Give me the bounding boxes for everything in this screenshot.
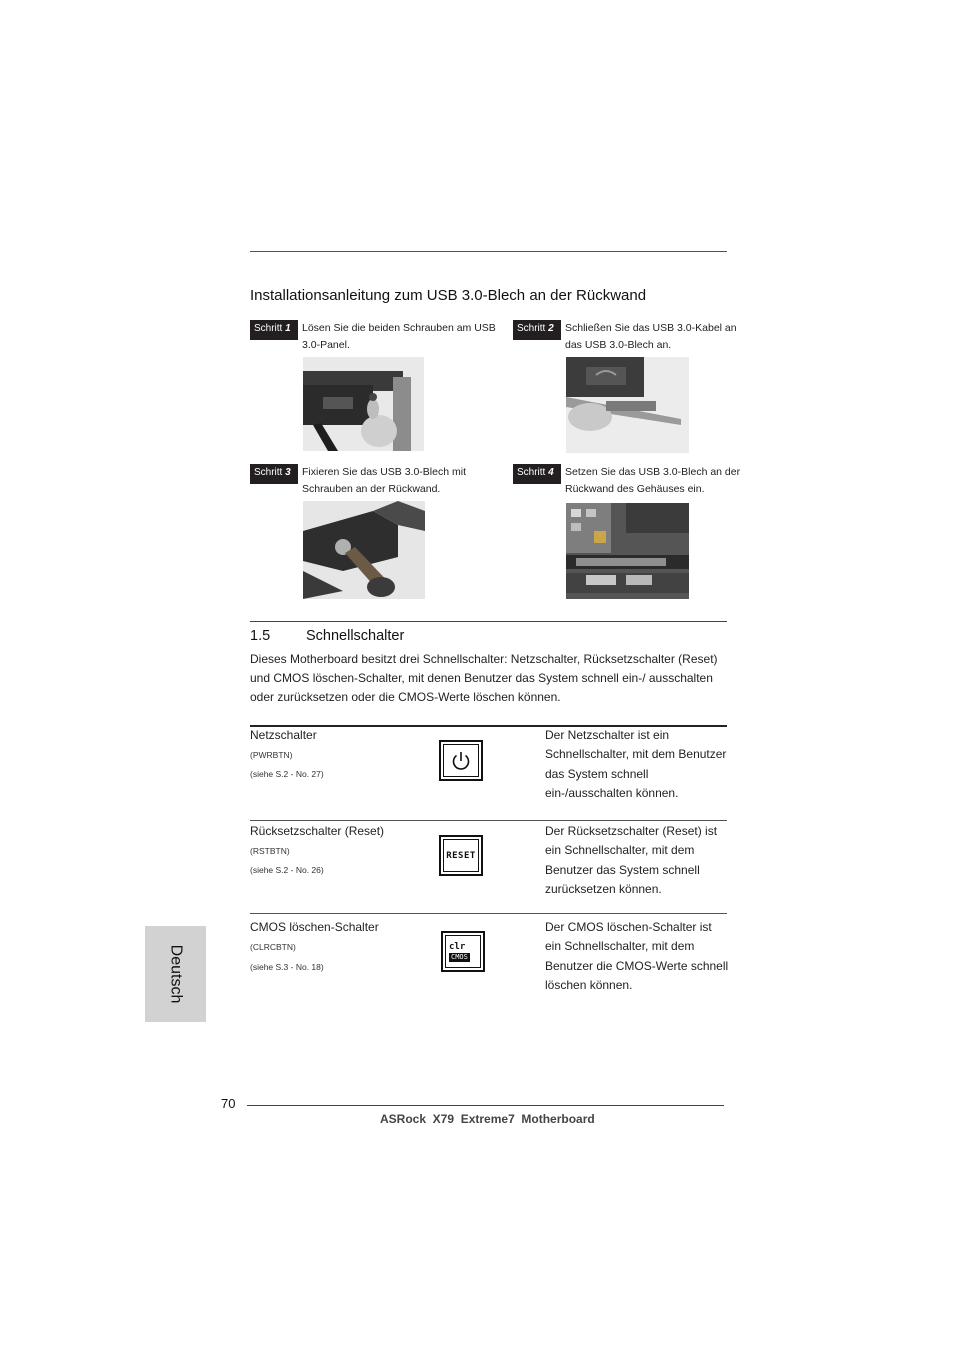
language-tab-text	[145, 926, 206, 1022]
step-label: Schritt	[517, 467, 546, 478]
step-text-3: Fixieren Sie das USB 3.0-Blech mit Schrauben an der Rückwand.	[302, 466, 466, 495]
step-label: Schritt	[254, 323, 283, 334]
power-icon	[439, 740, 483, 781]
step-3-photo	[303, 501, 425, 599]
switch-description: Der CMOS löschen-Schalter ist ein Schnellschalter, mit dem Benutzer die CMOS-Werte schnell löschen können.	[545, 920, 729, 992]
language-label: Deutsch	[167, 944, 185, 1004]
step-badge-4	[513, 464, 561, 484]
step-badge-3	[250, 464, 298, 484]
switch-name: Rücksetzschalter (Reset)	[250, 824, 385, 838]
step-text-4: Setzen Sie das USB 3.0-Blech an der Rückwand des Gehäuses ein.	[565, 466, 741, 495]
switch-code: (CLRCBTN)	[250, 942, 296, 952]
switch-ref: (siehe S.2 - No. 26)	[250, 865, 324, 875]
step-badge-1	[250, 320, 298, 340]
switch-ref: (siehe S.2 - No. 27)	[250, 769, 324, 779]
step-2-photo	[566, 357, 689, 453]
table-row-divider	[250, 820, 727, 821]
step-number: 3	[285, 467, 291, 478]
section-intro: Dieses Motherboard besitzt drei Schnellschalter: Netzschalter, Rücksetzschalter (Reset) und CMOS löschen-Schalter, mit denen Benutzer das System schnell ein-/ ausschalten oder zurücksetzen oder die CMOS-Werte löschen können.	[250, 652, 718, 704]
switch-code: (PWRBTN)	[250, 750, 293, 760]
switch-code: (RSTBTN)	[250, 846, 290, 856]
switch-ref: (siehe S.3 - No. 18)	[250, 962, 324, 972]
cmos-label: CMOS	[451, 952, 468, 961]
clr-label: clr	[449, 941, 466, 952]
switch-name: CMOS löschen-Schalter	[250, 920, 379, 934]
section-title: Schnellschalter	[306, 628, 405, 644]
step-number: 1	[285, 323, 291, 334]
section-divider	[250, 621, 727, 622]
section-number: 1.5	[250, 628, 271, 644]
step-number: 2	[548, 323, 554, 334]
step-text-2: Schließen Sie das USB 3.0-Kabel an das USB 3.0-Blech an.	[565, 322, 737, 351]
footer-product: ASRock X79 Extreme7 Motherboard	[380, 1112, 595, 1126]
top-divider	[250, 251, 727, 252]
step-1-photo	[303, 357, 424, 451]
step-number: 4	[548, 467, 554, 478]
switch-name: Netzschalter	[250, 728, 317, 742]
switch-description: Der Netzschalter ist ein Schnellschalter, mit dem Benutzer das System schnell ein-/ausschalten können.	[545, 728, 727, 800]
step-label: Schritt	[254, 467, 283, 478]
reset-icon	[439, 835, 483, 876]
step-4-photo	[566, 503, 689, 599]
footer-divider	[247, 1105, 724, 1106]
step-label: Schritt	[517, 323, 546, 334]
step-badge-2	[513, 320, 561, 340]
page-number: 70	[221, 1096, 236, 1111]
install-heading: Installationsanleitung zum USB 3.0-Blech an der Rückwand	[250, 287, 647, 304]
step-text-1: Lösen Sie die beiden Schrauben am USB 3.0-Panel.	[302, 322, 496, 351]
switch-description: Der Rücksetzschalter (Reset) ist ein Schnellschalter, mit dem Benutzer das System schnell zurücksetzen können.	[545, 824, 718, 896]
section-heading	[250, 628, 404, 644]
clear-cmos-icon	[441, 931, 485, 972]
table-row-divider	[250, 913, 727, 914]
reset-icon-label: RESET	[446, 850, 476, 861]
